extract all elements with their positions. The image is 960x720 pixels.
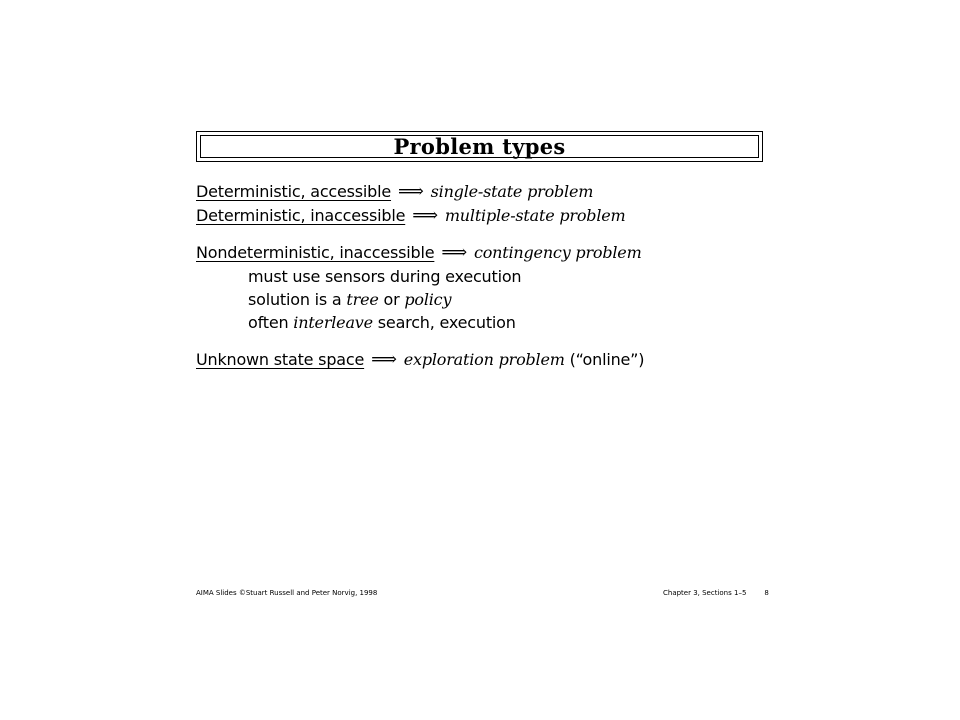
term-deterministic-inaccessible: Deterministic, inaccessible <box>196 206 406 225</box>
detail-sensors-text: must use sensors during execution <box>248 267 522 286</box>
term-deterministic-accessible: Deterministic, accessible <box>196 182 392 201</box>
detail-interleave-prefix: often <box>248 313 294 332</box>
detail-solution-prefix: solution is a <box>248 290 347 309</box>
detail-solution-middle: or <box>378 290 405 309</box>
title-frame <box>196 131 763 162</box>
problem-line-exploration <box>196 350 644 370</box>
detail-interleave-suffix: search, execution <box>372 313 516 332</box>
online-note: (“online”) <box>569 350 645 369</box>
emph-tree: tree <box>346 290 379 309</box>
detail-solution <box>248 290 451 310</box>
problem-line-contingency <box>196 243 642 263</box>
problem-line-multiple-state <box>196 206 626 226</box>
term-unknown-state-space: Unknown state space <box>196 350 365 369</box>
footer-copyright: AIMA Slides ©Stuart Russell and Peter Norvig, 1998 <box>196 589 378 597</box>
result-multiple-state: multiple-state problem <box>444 206 626 225</box>
result-contingency: contingency problem <box>473 243 642 262</box>
implies-arrow-icon: ⟹ <box>441 242 467 263</box>
detail-interleave <box>248 313 516 333</box>
footer-chapter-text: Chapter 3, Sections 1–5 <box>663 589 747 597</box>
result-exploration: exploration problem <box>403 350 565 369</box>
footer-chapter <box>663 589 769 598</box>
emph-interleave: interleave <box>293 313 373 332</box>
implies-arrow-icon: ⟹ <box>398 181 424 202</box>
detail-sensors <box>248 267 521 287</box>
implies-arrow-icon: ⟹ <box>371 349 397 370</box>
problem-line-single-state <box>196 182 593 202</box>
slide-title: Problem types <box>393 134 566 159</box>
term-nondeterministic-inaccessible: Nondeterministic, inaccessible <box>196 243 435 262</box>
page-number: 8 <box>764 589 769 597</box>
result-single-state: single-state problem <box>430 182 594 201</box>
implies-arrow-icon: ⟹ <box>412 205 438 226</box>
title-frame-inner <box>200 135 759 158</box>
emph-policy: policy <box>404 290 452 309</box>
